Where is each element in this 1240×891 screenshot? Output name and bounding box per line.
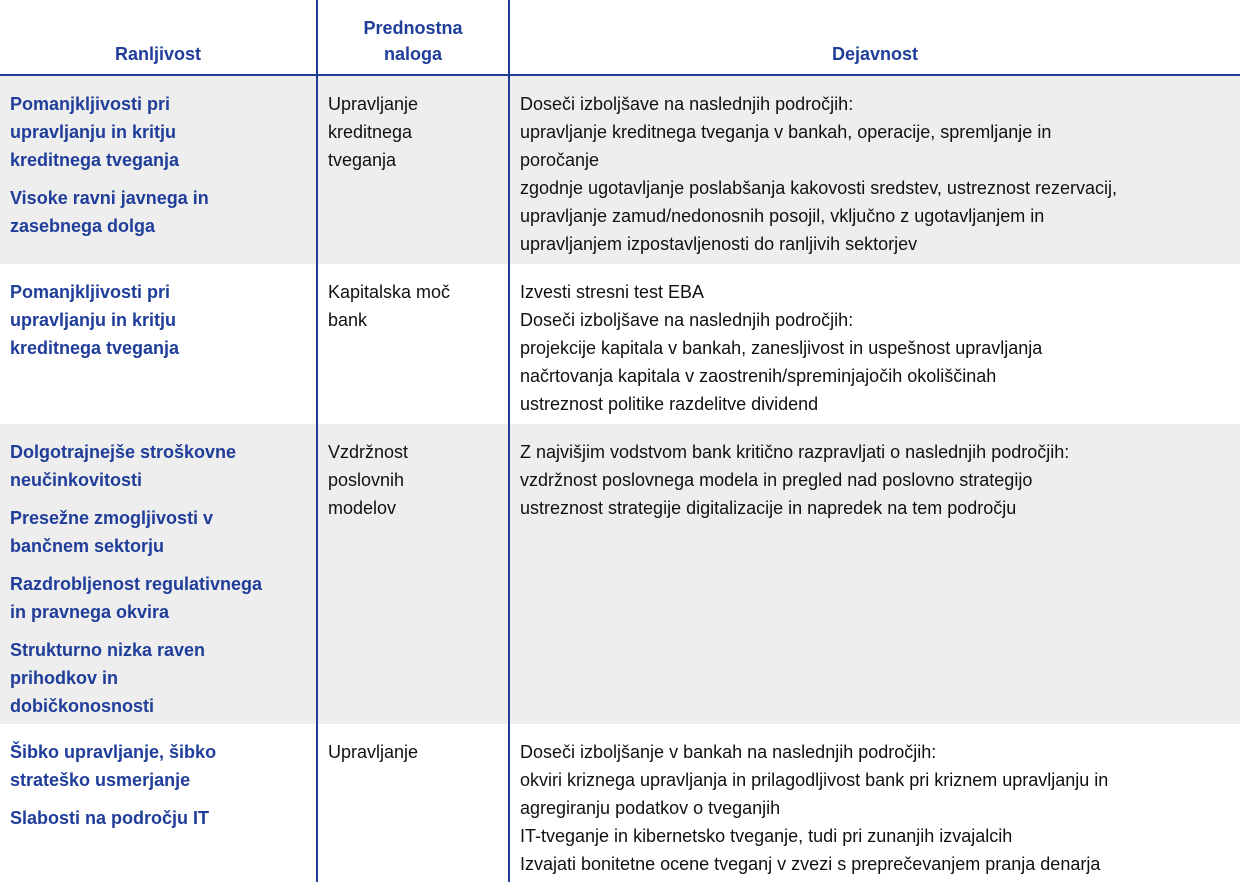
text-line: dobičkonosnosti — [10, 696, 154, 716]
vulnerability-cell — [10, 90, 310, 250]
text-line: kreditnega — [328, 122, 413, 142]
activity-cell — [520, 90, 1236, 258]
text-line: Visoke ravni javnega in — [10, 188, 209, 208]
table-row — [0, 424, 1240, 724]
text-line: modelov — [328, 498, 397, 518]
vulnerability-item — [10, 278, 310, 362]
text-line: zgodnje ugotavljanje poslabšanja kakovosti sredstev, ustreznost rezervacij, — [520, 178, 1117, 198]
priority-cell — [328, 278, 504, 334]
table-row — [0, 76, 1240, 264]
text-line: Slabosti na področju IT — [10, 808, 210, 828]
text-line: kreditnega tveganja — [10, 338, 180, 358]
activity-cell — [520, 278, 1236, 418]
vulnerability-cell — [10, 278, 310, 372]
vulnerability-cell — [10, 438, 310, 730]
text-line: Dolgotrajnejše stroškovne — [10, 442, 237, 462]
table-row — [0, 264, 1240, 424]
text-line: Upravljanje — [328, 742, 419, 762]
text-line: Izvesti stresni test EBA — [520, 282, 705, 302]
text-line: bank — [328, 310, 368, 330]
activity-cell — [520, 438, 1236, 522]
vulnerability-item — [10, 636, 310, 720]
priority-cell — [328, 438, 504, 522]
text-line: Doseči izboljšave na naslednjih področjih: — [520, 310, 854, 330]
text-line: bančnem sektorju — [10, 536, 165, 556]
vulnerability-item — [10, 804, 310, 832]
text-line: okviri kriznega upravljanja in prilagodljivost bank pri kriznem upravljanju in — [520, 770, 1109, 790]
text-line: vzdržnost poslovnega modela in pregled nad poslovno strategijo — [520, 470, 1033, 490]
column-divider — [316, 0, 318, 882]
text-line: Šibko upravljanje, šibko — [10, 742, 217, 762]
text-line: strateško usmerjanje — [10, 770, 191, 790]
vulnerability-item — [10, 184, 310, 240]
text-line: agregiranju podatkov o tveganjih — [520, 798, 781, 818]
table-header — [0, 0, 1240, 76]
text-line: upravljanjem izpostavljenosti do ranljivih sektorjev — [520, 234, 918, 254]
text-line: kreditnega tveganja — [10, 150, 180, 170]
vulnerability-item — [10, 738, 310, 794]
text-line: prihodkov in — [10, 668, 118, 688]
header-vulnerability: Ranljivost — [114, 44, 202, 64]
header-priority — [318, 15, 508, 67]
text-line: Z najvišjim vodstvom bank kritično razpravljati o naslednjih področjih: — [520, 442, 1070, 462]
text-line: upravljanje zamud/nedonosnih posojil, vključno z ugotavljanjem in — [520, 206, 1045, 226]
text-line: Vzdržnost — [328, 442, 409, 462]
vulnerability-item — [10, 504, 310, 560]
text-line: Doseči izboljšanje v bankah na naslednjih področjih: — [520, 742, 937, 762]
header-priority-line2: naloga — [383, 44, 442, 64]
text-line: Kapitalska moč — [328, 282, 451, 302]
text-line: Razdrobljenost regulativnega — [10, 574, 263, 594]
activity-cell — [520, 738, 1236, 878]
text-line: IT-tveganje in kibernetsko tveganje, tudi pri zunanjih izvajalcih — [520, 826, 1013, 846]
text-line: Izvajati bonitetne ocene tveganj v zvezi s preprečevanjem pranja denarja — [520, 854, 1101, 874]
header-priority-line1: Prednostna — [363, 18, 463, 38]
text-line: Pomanjkljivosti pri — [10, 94, 171, 114]
priority-cell — [328, 90, 504, 174]
text-line: upravljanju in kritju — [10, 310, 177, 330]
text-line: Presežne zmogljivosti v — [10, 508, 214, 528]
vulnerability-item — [10, 570, 310, 626]
vulnerability-item — [10, 438, 310, 494]
text-line: ustreznost strategije digitalizacije in napredek na tem področju — [520, 498, 1017, 518]
vulnerability-cell — [10, 738, 310, 842]
header-activity: Dejavnost — [831, 44, 919, 64]
text-line: zasebnega dolga — [10, 216, 156, 236]
text-line: in pravnega okvira — [10, 602, 170, 622]
text-line: ustreznost politike razdelitve dividend — [520, 394, 819, 414]
text-line: poslovnih — [328, 470, 405, 490]
text-line: tveganja — [328, 150, 397, 170]
priority-cell — [328, 738, 504, 766]
text-line: načrtovanja kapitala v zaostrenih/spreminjajočih okoliščinah — [520, 366, 997, 386]
text-line: Pomanjkljivosti pri — [10, 282, 171, 302]
text-line: projekcije kapitala v bankah, zanesljivost in uspešnost upravljanja — [520, 338, 1043, 358]
text-line: upravljanje kreditnega tveganja v bankah, operacije, spremljanje in — [520, 122, 1052, 142]
text-line: Strukturno nizka raven — [10, 640, 206, 660]
text-line: neučinkovitosti — [10, 470, 143, 490]
column-divider — [508, 0, 510, 882]
text-line: upravljanju in kritju — [10, 122, 177, 142]
text-line: Upravljanje — [328, 94, 419, 114]
vulnerability-item — [10, 90, 310, 174]
text-line: Doseči izboljšave na naslednjih področjih: — [520, 94, 854, 114]
table-row — [0, 724, 1240, 882]
text-line: poročanje — [520, 150, 600, 170]
